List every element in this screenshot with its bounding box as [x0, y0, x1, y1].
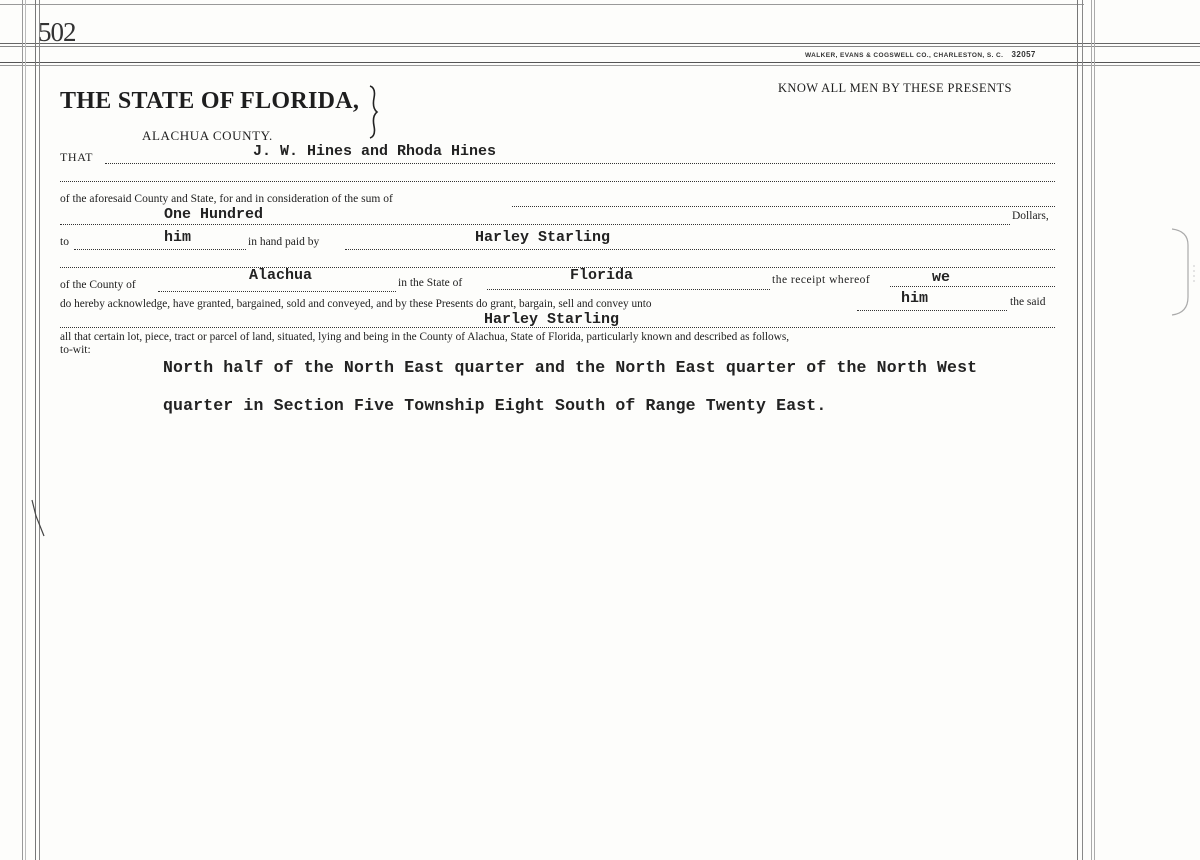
state-title: THE STATE OF FLORIDA, [60, 88, 360, 114]
to-label: to [60, 236, 69, 248]
know-all-men: KNOW ALL MEN BY THESE PRESENTS [778, 81, 1012, 95]
printer-imprint [805, 50, 1036, 59]
grantors-line [105, 163, 1055, 164]
right-margin-line-4 [1094, 0, 1095, 860]
left-margin-line-2 [25, 0, 26, 860]
paid-to-value: him [164, 229, 192, 246]
description-line-1: North half of the North East quarter and the North East quarter of the North West [163, 358, 978, 377]
county-value: Alachua [249, 267, 313, 284]
grantee-name-line [60, 327, 1055, 328]
consideration-text: of the aforesaid County and State, for and in consideration of the sum of [60, 193, 393, 205]
state-value: Florida [570, 267, 634, 284]
left-margin-line-3 [35, 0, 36, 860]
printer-name: WALKER, EVANS & COGSWELL CO., CHARLESTON, S. C. [805, 52, 1004, 59]
county-line [158, 291, 396, 292]
header-rule-mid [0, 46, 1200, 47]
page-number: 502 [38, 17, 76, 47]
payer-line [345, 249, 1055, 250]
grantee-pronoun-line [857, 310, 1007, 311]
top-border-line [0, 4, 1084, 5]
description-line-2: quarter in Section Five Township Eight South of Range Twenty East. [163, 396, 827, 415]
right-margin-line [1077, 0, 1078, 860]
left-margin-line-4 [39, 0, 40, 860]
header-rule-top [0, 43, 1200, 44]
to-wit-label: to-wit: [60, 344, 91, 356]
sum-value: One Hundred [164, 206, 264, 223]
county-brace [364, 84, 382, 140]
dollars-label: Dollars, [1012, 210, 1049, 222]
grantee-pronoun-value: him [901, 290, 929, 307]
form-number: 32057 [1011, 50, 1036, 59]
header-rule-bottom [0, 62, 1200, 63]
grantee-name-value: Harley Starling [484, 311, 620, 328]
left-margin-tick [28, 498, 48, 538]
that-label: THAT [60, 150, 94, 164]
consideration-line [512, 206, 1055, 207]
right-margin-line-3 [1091, 0, 1092, 860]
county-of-label: of the County of [60, 279, 136, 291]
acknowledge-text: do hereby acknowledge, have granted, bargained, sold and conveyed, and by these Presents do grant, bargain, sell and convey unto [60, 298, 652, 310]
receipt-label: the receipt whereof [772, 274, 871, 286]
receipt-line [890, 286, 1055, 287]
grantors-value: J. W. Hines and Rhoda Hines [253, 143, 497, 160]
blank-line-2 [60, 267, 1055, 268]
header-rule-bottom-2 [0, 65, 1200, 66]
payer-value: Harley Starling [475, 229, 611, 246]
state-line [487, 289, 770, 290]
blank-line-1 [60, 181, 1055, 182]
land-text: all that certain lot, piece, tract or parcel of land, situated, lying and being in the County of Alachua, State of Florida, particularly known and described as follows, [60, 331, 790, 343]
the-said-label: the said [1010, 296, 1046, 308]
to-line [74, 249, 246, 250]
paid-by-label: in hand paid by [248, 236, 320, 248]
right-margin-line-2 [1082, 0, 1083, 860]
sum-line [60, 224, 1010, 225]
page-edge-curl [1160, 225, 1200, 320]
left-margin-line [22, 0, 23, 860]
receipt-value: we [932, 269, 951, 286]
state-of-label: in the State of [398, 277, 463, 289]
county-label: ALACHUA COUNTY. [142, 128, 273, 143]
